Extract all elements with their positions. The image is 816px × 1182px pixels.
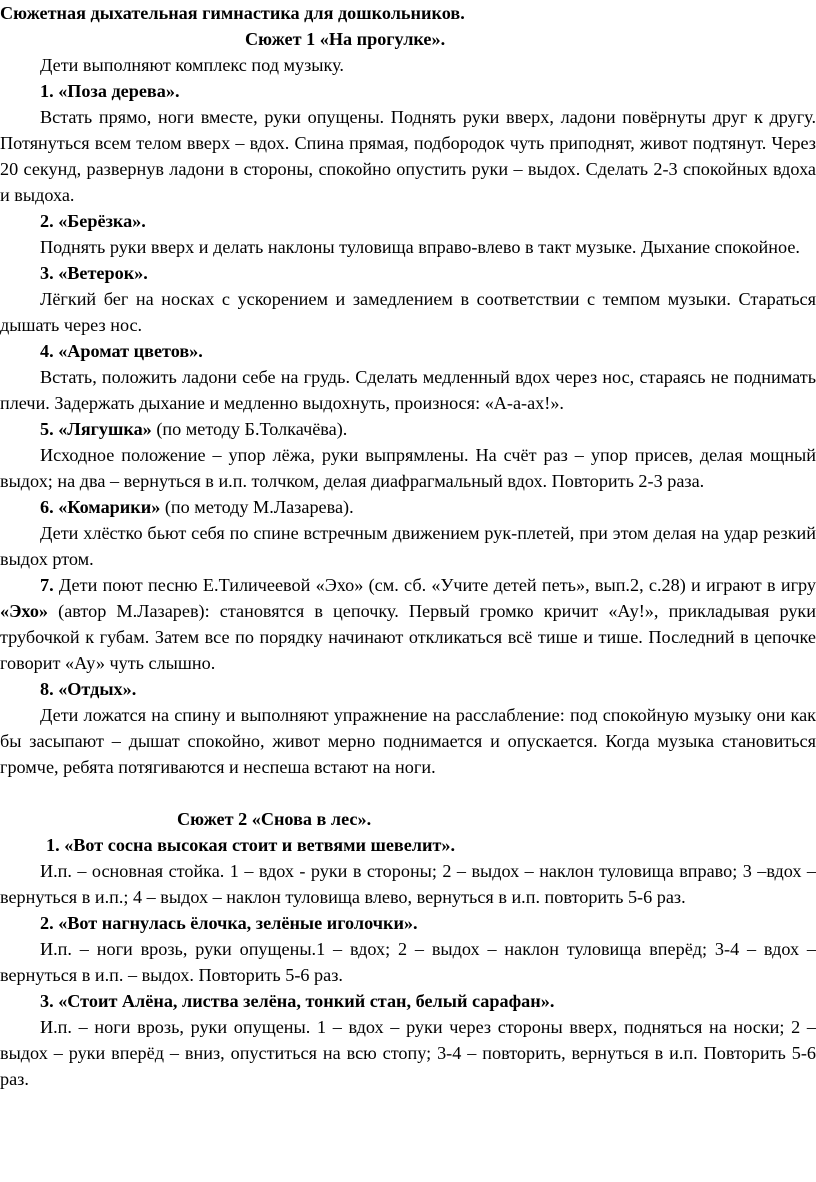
exercise-7-text-b: (автор М.Лазарев): становятся в цепочку. Первый громко кричит «Ау!», прикладывая руки трубочкой к губам. Затем все по порядку начинают откликаться всё тише и тише. Последний в цепочке говорит «Ау» чуть слышно. — [0, 601, 816, 673]
plot-2-exercise-3-title: 3. «Стоит Алёна, листва зелёна, тонкий стан, белый сарафан». — [40, 991, 555, 1011]
section-spacer — [0, 780, 816, 806]
exercise-5-text: Исходное положение – упор лёжа, руки выпрямлены. На счёт раз – упор присев, делая мощный выдох; на два – вернуться в и.п. толчком, делая диафрагмальный вдох. Повторить 2-3 раза. — [0, 445, 816, 491]
exercise-8-text: Дети ложатся на спину и выполняют упражнение на расслабление: под спокойную музыку они как бы засыпают – дышат спокойно, живот мерно поднимается и опускается. Когда музыка становиться громче, ребята потягиваются и неспеша встают на ноги. — [0, 705, 816, 777]
exercise-2-title: 2. «Берёзка». — [40, 211, 146, 231]
exercise-4-title: 4. «Аромат цветов». — [40, 341, 203, 361]
exercise-2-text: Поднять руки вверх и делать наклоны туловища вправо-влево в такт музыке. Дыхание спокойное. — [40, 237, 800, 257]
exercise-6-note: (по методу М.Лазарева). — [160, 497, 354, 517]
exercise-6-title-line — [0, 494, 816, 520]
plot-2-exercise-1-text: И.п. – основная стойка. 1 – вдох - руки в стороны; 2 – выдох – наклон туловища вправо; 3 –вдох – вернуться в и.п.; 4 – выдох – наклон туловища влево, вернуться в и.п. повторить 5-6 раз. — [0, 861, 816, 907]
exercise-1-text: Встать прямо, ноги вместе, руки опущены. Поднять руки вверх, ладони повёрнуты друг к другу. Потянуться всем телом вверх – вдох. Спина прямая, подбородок чуть приподнят, живот подтянут. Через 20 секунд, развернув ладони в стороны, спокойно опустить руки – выдох. Сделать 2-3 спокойных вдоха и выдоха. — [0, 107, 816, 205]
exercise-7-game: «Эхо» — [0, 601, 49, 621]
exercise-1-title: 1. «Поза дерева». — [40, 81, 180, 101]
exercise-6-text: Дети хлёстко бьют себя по спине встречным движением рук-плетей, при этом делая на удар резкий выдох ртом. — [0, 523, 816, 569]
plot-1-heading: Сюжет 1 «На прогулке». — [245, 29, 446, 49]
plot-2-exercise-3-text: И.п. – ноги врозь, руки опущены. 1 – вдох – руки через стороны вверх, подняться на носки; 2 – выдох – руки вперёд – вниз, опуститься на всю стопу; 3-4 – повторить, вернуться в и.п. Повторить 5-6 раз. — [0, 1017, 816, 1089]
plot-2-exercise-2-text: И.п. – ноги врозь, руки опущены.1 – вдох; 2 – выдох – наклон туловища вперёд; 3-4 – вдох – вернуться в и.п. – выдох. Повторить 5-6 раз. — [0, 939, 816, 985]
exercise-7-text-a: Дети поют песню Е.Тиличеевой «Эхо» (см. сб. «Учите детей петь», вып.2, с.28) и играют в игру — [53, 575, 816, 595]
document-title: Сюжетная дыхательная гимнастика для дошкольников. — [0, 3, 465, 23]
plot-1-intro: Дети выполняют комплекс под музыку. — [40, 55, 344, 75]
exercise-5-title: 5. «Лягушка» — [40, 419, 152, 439]
exercise-3-text: Лёгкий бег на носках с ускорением и замедлением в соответствии с темпом музыки. Стараться дышать через нос. — [0, 289, 816, 335]
plot-2-exercise-2-title: 2. «Вот нагнулась ёлочка, зелёные иголочки». — [40, 913, 418, 933]
exercise-8-title: 8. «Отдых». — [40, 679, 137, 699]
plot-2-exercise-1-title: 1. «Вот сосна высокая стоит и ветвями шевелит». — [46, 835, 456, 855]
exercise-7-number: 7. — [40, 575, 54, 595]
exercise-3-title: 3. «Ветерок». — [40, 263, 148, 283]
plot-2-heading: Сюжет 2 «Снова в лес». — [177, 809, 372, 829]
exercise-5-title-line — [0, 416, 816, 442]
exercise-4-text: Встать, положить ладони себе на грудь. Сделать медленный вдох через нос, стараясь не поднимать плечи. Задержать дыхание и медленно выдохнуть, произнося: «А-а-ах!». — [0, 367, 816, 413]
exercise-6-title: 6. «Комарики» — [40, 497, 161, 517]
exercise-7-paragraph — [0, 572, 816, 676]
exercise-5-note: (по методу Б.Толкачёва). — [151, 419, 348, 439]
